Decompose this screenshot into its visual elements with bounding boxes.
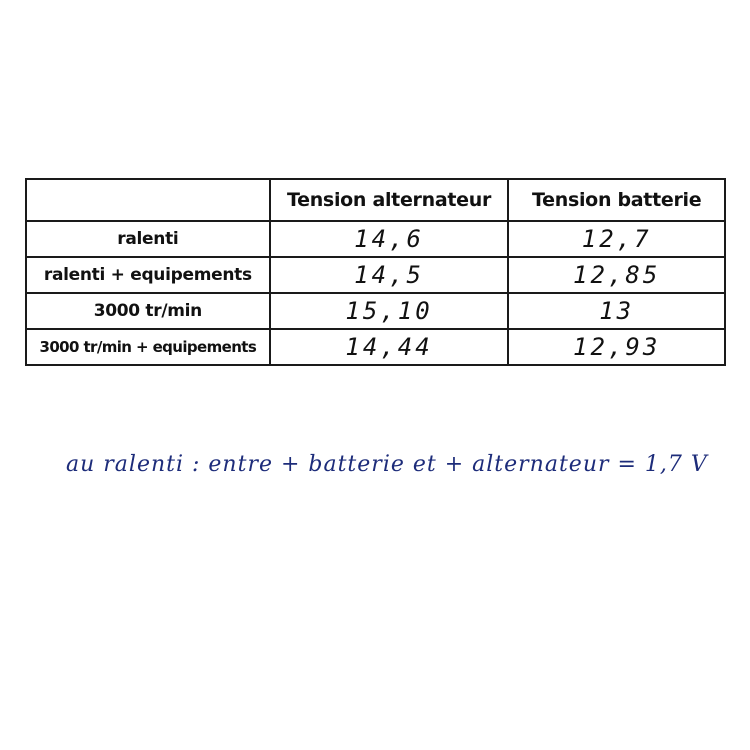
voltage-table (25, 178, 726, 366)
row-label: 3000 tr/min + equipements (26, 329, 270, 365)
row-label: ralenti (26, 221, 270, 257)
alternator-value: 14,5 (270, 257, 509, 293)
row-label: 3000 tr/min (26, 293, 270, 329)
battery-value: 12,85 (508, 257, 725, 293)
handwritten-note: au ralenti : entre + batterie et + alternateur = 1,7 V (66, 452, 708, 477)
header-battery-voltage: Tension batterie (508, 179, 725, 221)
table-row (26, 329, 725, 365)
table-row (26, 293, 725, 329)
alternator-value: 14,6 (270, 221, 509, 257)
alternator-value: 14,44 (270, 329, 509, 365)
table-row (26, 257, 725, 293)
table-header-row (26, 179, 725, 221)
header-empty-cell (26, 179, 270, 221)
battery-value: 12,7 (508, 221, 725, 257)
row-label: ralenti + equipements (26, 257, 270, 293)
header-alternator-voltage: Tension alternateur (270, 179, 509, 221)
battery-value: 13 (508, 293, 725, 329)
battery-value: 12,93 (508, 329, 725, 365)
table-row (26, 221, 725, 257)
alternator-value: 15,10 (270, 293, 509, 329)
